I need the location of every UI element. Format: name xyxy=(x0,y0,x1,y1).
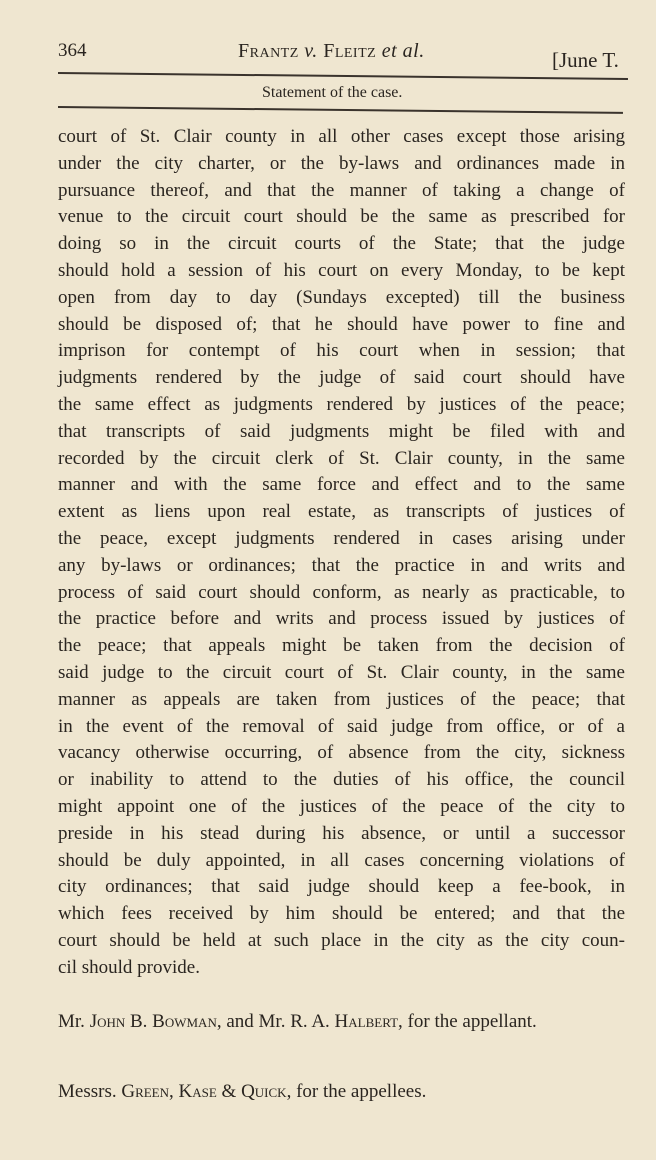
counsel-text: , for the appellant. xyxy=(398,1011,537,1032)
text-line: vacancy otherwise occurring, of absence from the city, sickness xyxy=(58,742,625,764)
counsel-name: John B. Bowman xyxy=(89,1011,217,1032)
text-line: any by-laws or ordinances; that the practice in and writs and xyxy=(58,554,625,576)
subheading: Statement of the case. xyxy=(262,84,403,101)
text-line: that transcripts of said judgments might be filed with and xyxy=(58,420,625,442)
term-label: [June T. xyxy=(552,48,619,72)
text-line: the peace, except judgments rendered in cases arising under xyxy=(58,527,625,549)
text-line: the practice before and writs and process issued by justices of xyxy=(58,608,625,630)
counsel-prefix: Messrs. xyxy=(58,1081,122,1102)
text-line: pursuance thereof, and that the manner of taking a change of xyxy=(58,179,625,201)
counsel-prefix: Mr. xyxy=(58,1011,90,1032)
body-text xyxy=(58,124,625,982)
text-line: or inability to attend to the duties of his office, the council xyxy=(58,769,625,791)
text-line: might appoint one of the justices of the peace of the city to xyxy=(58,795,625,817)
text-line: in the event of the removal of said judge from office, or of a xyxy=(58,715,625,737)
text-line: court should be held at such place in the city as the city coun- xyxy=(58,929,625,951)
text-line: under the city charter, or the by-laws and ordinances made in xyxy=(58,152,625,174)
counsel-text: , for the appellees. xyxy=(286,1081,427,1102)
text-line: extent as liens upon real estate, as transcripts of justices of xyxy=(58,501,625,523)
text-line: imprison for contempt of his court when in session; that xyxy=(58,340,625,362)
text-line: open from day to day (Sundays excepted) till the business xyxy=(58,286,625,308)
text-line: the same effect as judgments rendered by justices of the peace; xyxy=(58,393,625,415)
text-line: should hold a session of his court on every Monday, to be kept xyxy=(58,259,625,281)
versus: v. xyxy=(304,40,318,62)
text-line: manner as appeals are taken from justices of the peace; that xyxy=(58,688,625,710)
text-line: venue to the circuit court should be the same as prescribed for xyxy=(58,206,625,228)
text-line: said judge to the circuit court of St. Clair county, in the same xyxy=(58,661,625,683)
text-line: preside in his stead during his absence, or until a successor xyxy=(58,822,625,844)
text-line: court of St. Clair county in all other cases except those arising xyxy=(58,126,625,147)
counsel-name: R. A. Halbert xyxy=(290,1011,399,1032)
header-rule-bottom xyxy=(58,106,623,113)
plaintiff-name: Frantz xyxy=(238,40,299,62)
counsel-appellees xyxy=(58,1080,613,1103)
et-al: et al. xyxy=(381,40,425,62)
counsel-name: Green, Kase & Quick xyxy=(121,1081,287,1102)
running-title xyxy=(238,40,425,63)
defendant-name: Fleitz xyxy=(323,40,377,62)
text-line: cil should provide. xyxy=(58,956,200,978)
text-line: doing so in the circuit courts of the State; that the judge xyxy=(58,233,625,255)
text-line: recorded by the circuit clerk of St. Clair county, in the same xyxy=(58,447,625,469)
text-line: process of said court should conform, as nearly as practicable, to xyxy=(58,581,625,603)
header-rule-top xyxy=(58,72,628,79)
text-line: city ordinances; that said judge should keep a fee-book, in xyxy=(58,876,625,898)
text-line: should be duly appointed, in all cases concerning violations of xyxy=(58,849,625,871)
text-line: manner and with the same force and effect and to the same xyxy=(58,474,625,496)
text-line: which fees received by him should be entered; and that the xyxy=(58,903,625,925)
counsel-appellant xyxy=(58,1010,613,1033)
counsel-text: , and Mr. xyxy=(216,1011,291,1032)
text-line: should be disposed of; that he should have power to fine and xyxy=(58,313,625,335)
text-line: the peace; that appeals might be taken from the decision of xyxy=(58,635,625,657)
page-number: 364 xyxy=(58,40,87,61)
text-line: judgments rendered by the judge of said court should have xyxy=(58,367,625,389)
